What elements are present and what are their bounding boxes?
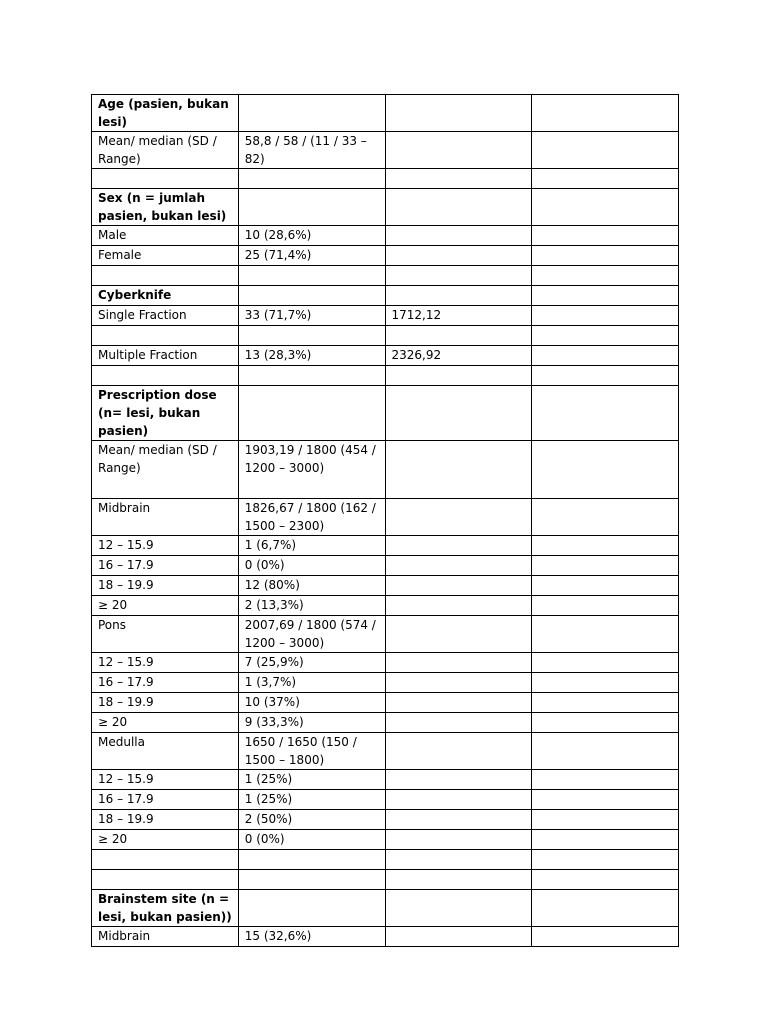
table-cell bbox=[532, 326, 679, 346]
table-cell bbox=[385, 226, 532, 246]
table-cell: 16 – 17.9 bbox=[92, 790, 239, 810]
table-cell: 2007,69 / 1800 (574 / 1200 – 3000) bbox=[238, 616, 385, 653]
table-cell: 1 (6,7%) bbox=[238, 536, 385, 556]
table-cell bbox=[532, 870, 679, 890]
table-cell: Medulla bbox=[92, 733, 239, 770]
table-row bbox=[92, 132, 679, 169]
table-cell bbox=[385, 653, 532, 673]
table-cell bbox=[385, 596, 532, 616]
table-row bbox=[92, 733, 679, 770]
table-cell: 1 (25%) bbox=[238, 770, 385, 790]
table-cell bbox=[532, 770, 679, 790]
table-cell: Pons bbox=[92, 616, 239, 653]
table-cell bbox=[385, 830, 532, 850]
table-cell bbox=[92, 870, 239, 890]
table-cell bbox=[532, 810, 679, 830]
table-cell bbox=[532, 386, 679, 441]
table-row bbox=[92, 346, 679, 366]
table-row bbox=[92, 499, 679, 536]
table-cell: Brainstem site (n = lesi, bukan pasien)) bbox=[92, 890, 239, 927]
table-cell bbox=[385, 386, 532, 441]
table-cell bbox=[92, 266, 239, 286]
table-cell: 16 – 17.9 bbox=[92, 556, 239, 576]
table-cell bbox=[238, 286, 385, 306]
table-cell bbox=[385, 770, 532, 790]
table-cell: 25 (71,4%) bbox=[238, 246, 385, 266]
table-cell: Multiple Fraction bbox=[92, 346, 239, 366]
table-row bbox=[92, 810, 679, 830]
table-cell bbox=[532, 790, 679, 810]
table-body bbox=[92, 95, 679, 947]
table-row bbox=[92, 830, 679, 850]
table-cell bbox=[238, 266, 385, 286]
table-row bbox=[92, 441, 679, 499]
table-cell bbox=[385, 693, 532, 713]
table-cell bbox=[532, 346, 679, 366]
table-cell: 1 (25%) bbox=[238, 790, 385, 810]
table-cell bbox=[385, 616, 532, 653]
table-cell bbox=[532, 616, 679, 653]
table-cell: 18 – 19.9 bbox=[92, 693, 239, 713]
table-cell bbox=[385, 499, 532, 536]
table-cell: 10 (28,6%) bbox=[238, 226, 385, 246]
table-cell: 9 (33,3%) bbox=[238, 713, 385, 733]
table-cell bbox=[532, 499, 679, 536]
table-cell bbox=[238, 366, 385, 386]
table-cell: ≥ 20 bbox=[92, 713, 239, 733]
table-cell bbox=[385, 169, 532, 189]
table-cell: Midbrain bbox=[92, 927, 239, 947]
table-row bbox=[92, 246, 679, 266]
table-cell bbox=[385, 870, 532, 890]
table-cell bbox=[238, 189, 385, 226]
table-cell bbox=[532, 226, 679, 246]
table-cell bbox=[532, 596, 679, 616]
table-cell bbox=[92, 366, 239, 386]
table-cell bbox=[238, 169, 385, 189]
table-cell: 13 (28,3%) bbox=[238, 346, 385, 366]
table-cell: 10 (37%) bbox=[238, 693, 385, 713]
table-cell bbox=[532, 536, 679, 556]
table-cell bbox=[385, 536, 532, 556]
table-cell: 1712,12 bbox=[385, 306, 532, 326]
table-cell bbox=[385, 556, 532, 576]
table-cell bbox=[385, 132, 532, 169]
table-row bbox=[92, 366, 679, 386]
table-cell: Midbrain bbox=[92, 499, 239, 536]
table-cell: Single Fraction bbox=[92, 306, 239, 326]
table-cell: 18 – 19.9 bbox=[92, 576, 239, 596]
table-cell bbox=[238, 870, 385, 890]
table-row bbox=[92, 169, 679, 189]
table-cell bbox=[532, 927, 679, 947]
table-cell bbox=[238, 326, 385, 346]
table-cell bbox=[385, 790, 532, 810]
table-cell bbox=[532, 95, 679, 132]
table-cell bbox=[532, 850, 679, 870]
table-row bbox=[92, 306, 679, 326]
table-cell: Sex (n = jumlah pasien, bukan lesi) bbox=[92, 189, 239, 226]
data-table bbox=[91, 94, 679, 947]
table-cell: 1826,67 / 1800 (162 / 1500 – 2300) bbox=[238, 499, 385, 536]
table-row bbox=[92, 770, 679, 790]
table-row bbox=[92, 890, 679, 927]
table-cell: Prescription dose (n= lesi, bukan pasien) bbox=[92, 386, 239, 441]
table-cell: 15 (32,6%) bbox=[238, 927, 385, 947]
table-row bbox=[92, 673, 679, 693]
table-cell bbox=[385, 366, 532, 386]
table-cell: 1650 / 1650 (150 / 1500 – 1800) bbox=[238, 733, 385, 770]
table-row bbox=[92, 653, 679, 673]
table-cell bbox=[532, 246, 679, 266]
table-cell bbox=[532, 830, 679, 850]
table-cell bbox=[238, 850, 385, 870]
table-cell: 0 (0%) bbox=[238, 556, 385, 576]
table-cell bbox=[532, 556, 679, 576]
table-cell bbox=[238, 95, 385, 132]
table-cell bbox=[532, 189, 679, 226]
table-cell: Cyberknife bbox=[92, 286, 239, 306]
table-cell bbox=[385, 441, 532, 499]
table-cell: 18 – 19.9 bbox=[92, 810, 239, 830]
table-cell: 12 – 15.9 bbox=[92, 536, 239, 556]
table-row bbox=[92, 616, 679, 653]
table-cell: 7 (25,9%) bbox=[238, 653, 385, 673]
table-row bbox=[92, 576, 679, 596]
table-cell: 12 (80%) bbox=[238, 576, 385, 596]
table-cell: 2 (13,3%) bbox=[238, 596, 385, 616]
table-cell bbox=[238, 386, 385, 441]
table-cell: Mean/ median (SD / Range) bbox=[92, 441, 239, 499]
table-cell bbox=[532, 306, 679, 326]
table-cell: Mean/ median (SD / Range) bbox=[92, 132, 239, 169]
table-cell: 1 (3,7%) bbox=[238, 673, 385, 693]
table-cell: ≥ 20 bbox=[92, 830, 239, 850]
table-cell: 16 – 17.9 bbox=[92, 673, 239, 693]
table-row bbox=[92, 226, 679, 246]
table-cell bbox=[532, 576, 679, 596]
table-cell bbox=[532, 266, 679, 286]
table-cell bbox=[385, 286, 532, 306]
table-row bbox=[92, 870, 679, 890]
table-cell bbox=[385, 810, 532, 830]
table-cell bbox=[532, 673, 679, 693]
table-row bbox=[92, 386, 679, 441]
table-row bbox=[92, 713, 679, 733]
table-row bbox=[92, 536, 679, 556]
table-row bbox=[92, 596, 679, 616]
table-cell bbox=[385, 95, 532, 132]
table-cell bbox=[532, 366, 679, 386]
table-cell bbox=[385, 576, 532, 596]
table-cell: 2326,92 bbox=[385, 346, 532, 366]
table-cell: Age (pasien, bukan lesi) bbox=[92, 95, 239, 132]
table-cell bbox=[385, 733, 532, 770]
table-cell bbox=[92, 850, 239, 870]
table-cell bbox=[532, 441, 679, 499]
table-cell: 12 – 15.9 bbox=[92, 653, 239, 673]
table-row bbox=[92, 850, 679, 870]
table-cell bbox=[532, 653, 679, 673]
table-row bbox=[92, 790, 679, 810]
table-cell bbox=[532, 693, 679, 713]
table-row bbox=[92, 927, 679, 947]
table-cell bbox=[532, 169, 679, 189]
table-cell: Female bbox=[92, 246, 239, 266]
table-row bbox=[92, 266, 679, 286]
table-cell bbox=[385, 189, 532, 226]
table-cell bbox=[385, 850, 532, 870]
table-cell bbox=[385, 266, 532, 286]
table-cell bbox=[385, 890, 532, 927]
table-cell bbox=[385, 326, 532, 346]
table-cell: ≥ 20 bbox=[92, 596, 239, 616]
table-row bbox=[92, 326, 679, 346]
table-cell bbox=[532, 890, 679, 927]
table-cell bbox=[385, 246, 532, 266]
table-cell bbox=[532, 733, 679, 770]
table-row bbox=[92, 556, 679, 576]
table-row bbox=[92, 286, 679, 306]
table-cell bbox=[532, 713, 679, 733]
table-cell: 33 (71,7%) bbox=[238, 306, 385, 326]
table-cell bbox=[238, 890, 385, 927]
table-cell bbox=[532, 286, 679, 306]
table-cell bbox=[385, 713, 532, 733]
table-cell: 58,8 / 58 / (11 / 33 – 82) bbox=[238, 132, 385, 169]
table-cell: 1903,19 / 1800 (454 / 1200 – 3000) bbox=[238, 441, 385, 499]
table-cell: 12 – 15.9 bbox=[92, 770, 239, 790]
table-cell bbox=[532, 132, 679, 169]
table-cell bbox=[92, 326, 239, 346]
table-row bbox=[92, 189, 679, 226]
table-row bbox=[92, 693, 679, 713]
table-cell bbox=[385, 927, 532, 947]
table-cell bbox=[385, 673, 532, 693]
table-cell: Male bbox=[92, 226, 239, 246]
table-cell: 0 (0%) bbox=[238, 830, 385, 850]
table-cell bbox=[92, 169, 239, 189]
table-cell: 2 (50%) bbox=[238, 810, 385, 830]
table-row bbox=[92, 95, 679, 132]
